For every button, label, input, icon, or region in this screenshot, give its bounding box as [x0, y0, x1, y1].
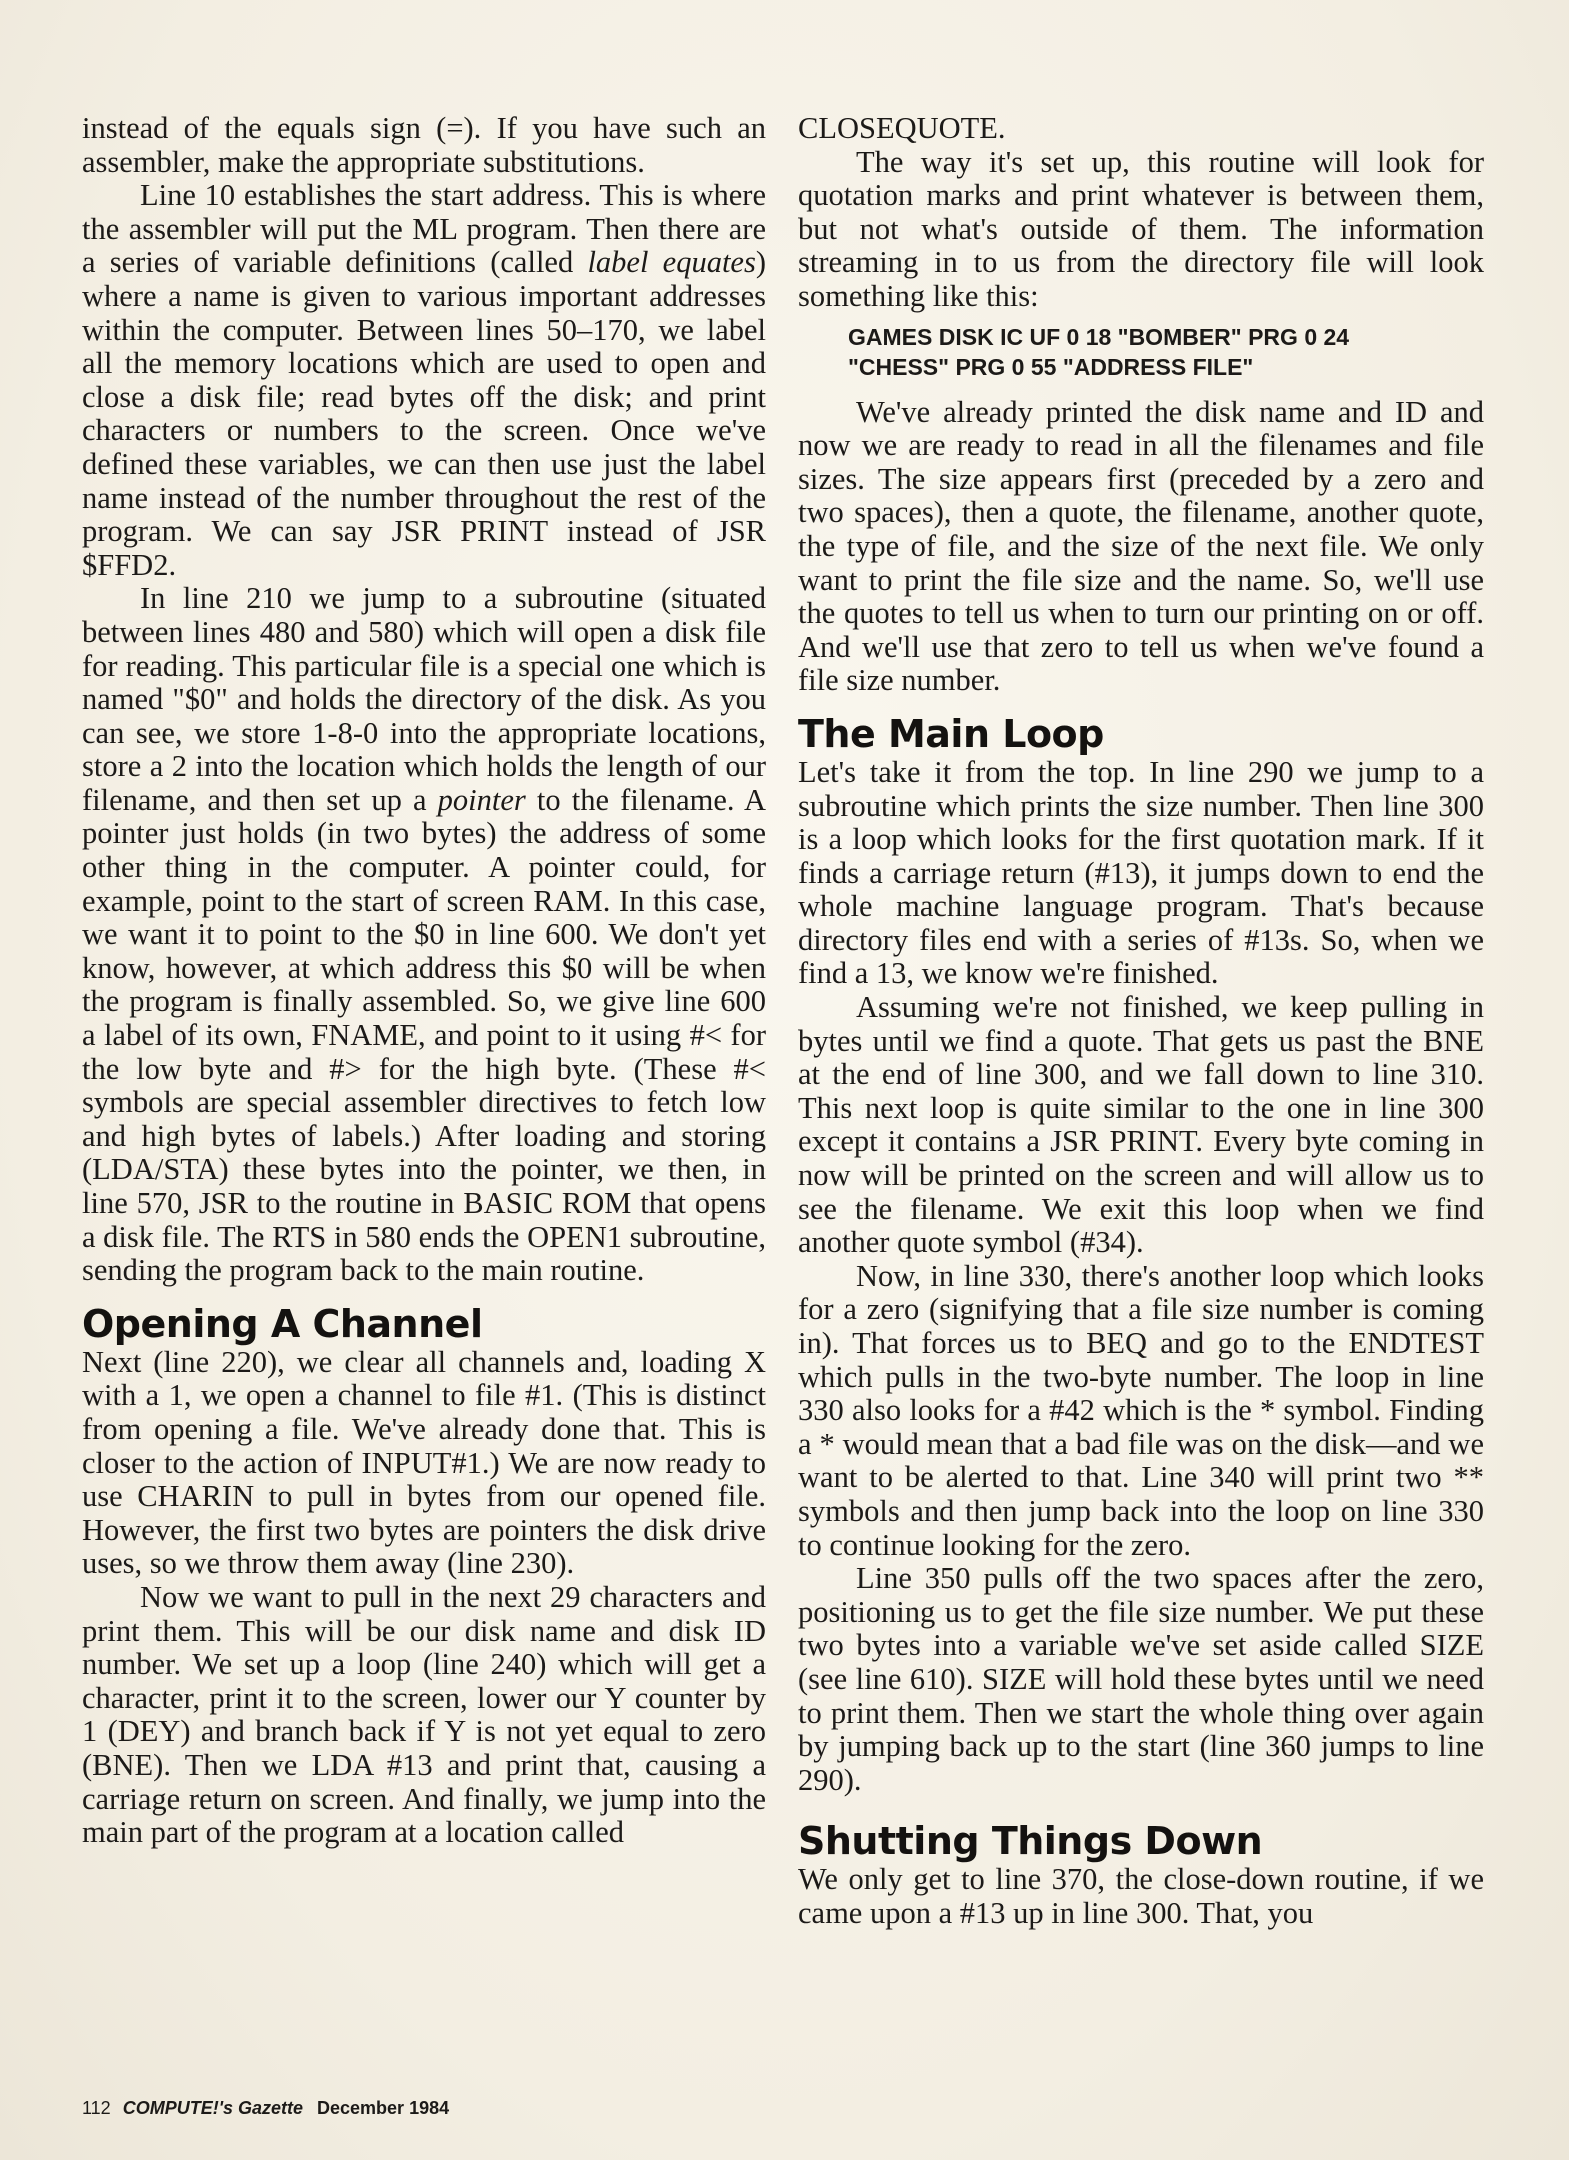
emphasis: pointer: [437, 782, 526, 817]
paragraph: Assuming we're not finished, we keep pulling in bytes until we find a quote. That gets us past the BNE at the end of line 300, and we fall down to line 310. This next loop is quite similar to the one in line 300 except it contains a JSR PRINT. Every byte coming in now will be printed on the screen and will allow us to see the filename. We exit this loop when we find another quote symbol (#34).: [798, 990, 1484, 1260]
paragraph: [82, 179, 766, 582]
text-run: Line 10 establishes the start address. This is where the assembler will put the ML program. Then there are a series of variable definitions (called: [82, 178, 766, 280]
paragraph: Now, in line 330, there's another loop which looks for a zero (signifying that a file size number is coming in). That forces us to BEQ and go to the ENDTEST which pulls in the two-byte number. The loop in line 330 also looks for a #42 which is the * symbol. Finding a * would mean that a bad file was on the disk—and we want to be alerted to that. Line 340 will print two ** symbols and then jump back into the loop on line 330 to continue looking for the zero.: [798, 1258, 1484, 1562]
text-run: In line 210 we jump to a subroutine (situated between lines 480 and 580) which will open a disk file for reading. This particular file is a special one which is named "$0" and holds the directory of the disk. As you can see, we store 1-8-0 into the appropriate locations, store a 2 into the location which holds the length of our filename, and then set up a: [82, 581, 766, 817]
paragraph: We only get to line 370, the close-down routine, if we came upon a #13 up in line 300. That, you: [798, 1862, 1484, 1930]
paragraph: Now we want to pull in the next 29 characters and print them. This will be our disk name and disk ID number. We set up a loop (line 240) which will get a character, print it to the screen, lower our Y counter by 1 (DEY) and branch back if Y is not yet equal to zero (BNE). Then we LDA #13 and print that, causing a carriage return on screen. And finally, we jump into the main part of the program at a location called: [82, 1579, 766, 1850]
directory-line: "CHESS" PRG 0 55 "ADDRESS FILE": [848, 353, 1254, 380]
page-footer: [82, 2098, 449, 2119]
paragraph: Line 350 pulls off the two spaces after the zero, positioning us to get the file size number. We put these two bytes into a variable we've set aside called SIZE (see line 610). SIZE will hold these bytes until we need to print them. Then we start the whole thing over again by jumping back up to the start (line 360 jumps to line 290).: [798, 1561, 1484, 1797]
paragraph: We've already printed the disk name and ID and now we are ready to read in all the filenames and file sizes. The size appears first (preceded by a zero and two spaces), then a quote, the filename, another quote, the type of file, and the size of the next file. We only want to print the file size and the name. So, we'll use the quotes to tell us when to turn our printing on or off. And we'll use that zero to tell us when we've found a file size number.: [798, 394, 1484, 698]
paragraph: [82, 582, 766, 1287]
issue-date: December 1984: [317, 2098, 450, 2118]
emphasis: label equates: [587, 245, 756, 280]
right-column: [798, 112, 1484, 1931]
text-run: to the filename. A pointer just holds (in two bytes) the address of some other thing in the computer. A pointer could, for example, point to the start of screen RAM. In this case, we want it to point to the $0 in line 600. We don't yet know, however, at which address this $0 will be when the program is finally assembled. So, we give line 600 a label of its own, FNAME, and point to it using #< for the low byte and #> for the high byte. (These #< symbols are special assembler directives to fetch low and high bytes of labels.) After loading and storing (LDA/STA) these bytes into the pointer, we then, in line 570, JSR to the routine in BASIC ROM that opens a disk file. The RTS in 580 ends the OPEN1 subroutine, sending the program back to the main routine.: [82, 782, 766, 1288]
directory-listing: [848, 322, 1484, 382]
paragraph: instead of the equals sign (=). If you have such an assembler, make the appropriate substitutions.: [82, 111, 766, 179]
paragraph: Next (line 220), we clear all channels and, loading X with a 1, we open a channel to file #1. (This is distinct from opening a file. We've already done that. This is closer to the action of INPUT#1.) We are now ready to use CHARIN to pull in bytes from our opened file. However, the first two bytes are pointers the disk drive uses, so we throw them away (line 230).: [82, 1344, 766, 1581]
paragraph: Let's take it from the top. In line 290 we jump to a subroutine which prints the size number. Then line 300 is a loop which looks for the first quotation mark. If it finds a carriage return (#13), it jumps down to end the whole machine language program. That's because directory files end with a series of #13s. So, when we find a 13, we know we're finished.: [798, 754, 1484, 991]
page-number: 112: [82, 2098, 111, 2118]
section-heading: The Main Loop: [798, 711, 1104, 756]
paragraph: The way it's set up, this routine will look for quotation marks and print whatever is between them, but not what's outside of them. The information streaming in to us from the directory file will look something like this:: [798, 144, 1484, 313]
left-column: [82, 112, 766, 1850]
section-heading: Opening A Channel: [82, 1301, 483, 1346]
paragraph: CLOSEQUOTE.: [798, 111, 1006, 145]
directory-line: GAMES DISK IC UF 0 18 "BOMBER" PRG 0 24: [848, 323, 1350, 350]
magazine-name: COMPUTE!'s Gazette: [122, 2098, 304, 2118]
section-heading: Shutting Things Down: [798, 1819, 1263, 1864]
text-run: ) where a name is given to various important addresses within the computer. Between lines 50–170, we label all the memory locations which are used to open and close a disk file; read bytes off the disk; and print characters or numbers to the screen. Once we've defined these variables, we can then use just the label name instead of the number throughout the rest of the program. We can say JSR PRINT instead of JSR $FFD2.: [82, 245, 766, 582]
